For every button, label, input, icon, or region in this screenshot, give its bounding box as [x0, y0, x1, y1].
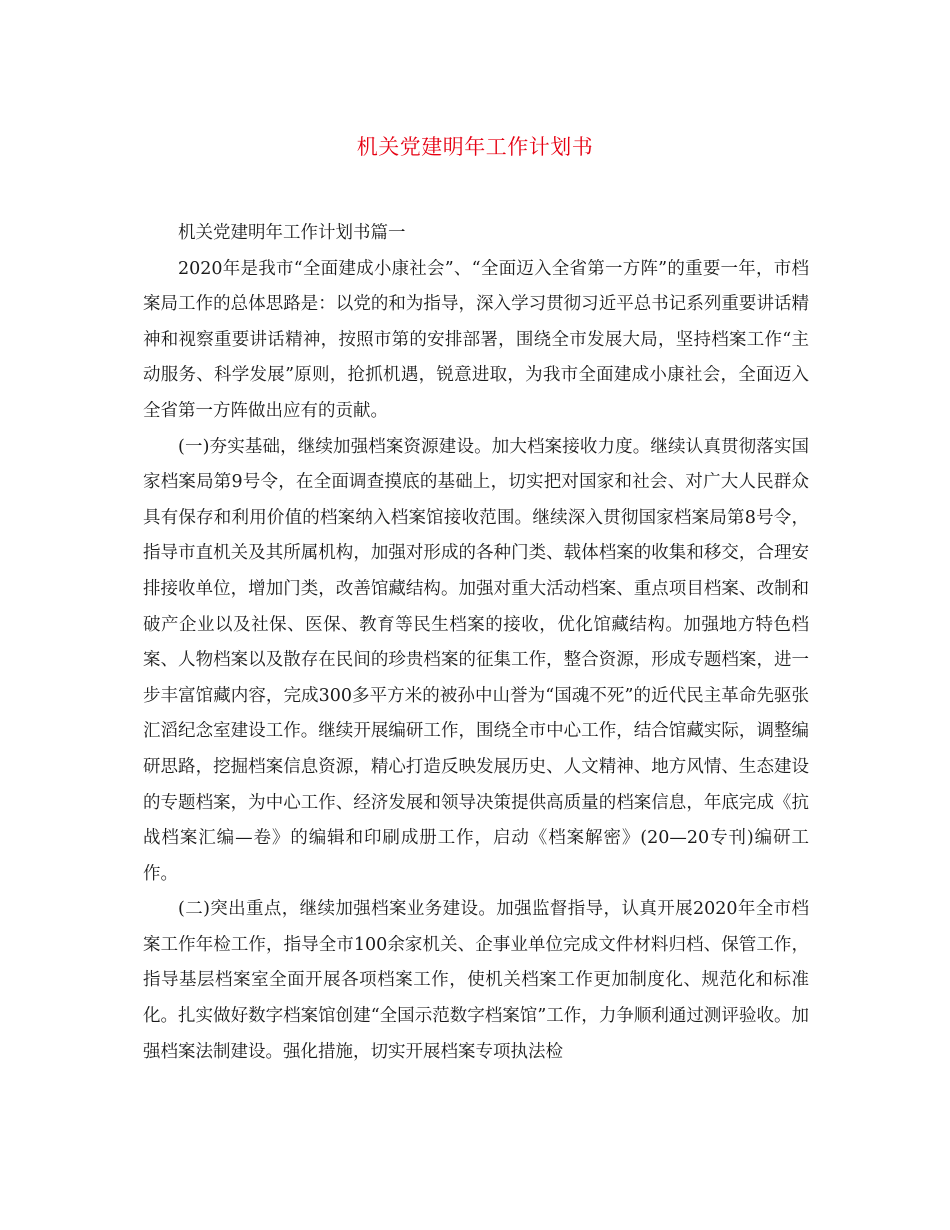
paragraph-section-one: (一)夯实基础，继续加强档案资源建设。加大档案接收力度。继续认真贯彻落实国家档案局第9号令，在全面调查摸底的基础上，切实把对国家和社会、对广大人民群众具有保存和利用价值的档案纳入档案馆接收范围。继续深入贯彻国家档案局第8号令，指导市直机关及其所属机构，加强对形成的各种门类、载体档案的收集和移交，合理安排接收单位，增加门类，改善馆藏结构。加强对重大活动档案、重点项目档案、改制和破产企业以及社保、医保、教育等民生档案的接收，优化馆藏结构。加强地方特色档案、人物档案以及散存在民间的珍贵档案的征集工作，整合资源，形成专题档案，进一步丰富馆藏内容，完成300多平方米的被孙中山誉为“国魂不死”的近代民主革命先驱张汇滔纪念室建设工作。继续开展编研工作，围绕全市中心工作，结合馆藏实际，调整编研思路，挖掘档案信息资源，精心打造反映发展历史、人文精神、地方风情、生态建设的专题档案，为中心工作、经济发展和领导决策提供高质量的档案信息，年底完成《抗战档案汇编—卷》的编辑和印刷成册工作，启动《档案解密》(20—20专刊)编研工作。 [143, 436, 809, 884]
document-title: 机关党建明年工作计划书 [356, 135, 594, 159]
paragraph-section-two: (二)突出重点，继续加强档案业务建设。加强监督指导，认真开展2020年全市档案工作年检工作，指导全市100余家机关、企事业单位完成文件材料归档、保管工作，指导基层档案室全面开展各项档案工作，使机关档案工作更加制度化、规范化和标准化。扎实做好数字档案馆创建“全国示范数字档案馆”工作，力争顺利通过测评验收。加强档案法制建设。强化措施，切实开展档案专项执法检 [143, 899, 809, 1062]
document-body [143, 216, 809, 1070]
paragraph-intro: 2020年是我市“全面建成小康社会”、“全面迈入全省第一方阵”的重要一年，市档案局工作的总体思路是：以党的和为指导，深入学习贯彻习近平总书记系列重要讲话精神和视察重要讲话精神，按照市第的安排部署，围绕全市发展大局，坚持档案工作“主动服务、科学发展”原则，抢抓机遇，锐意进取，为我市全面建成小康社会，全面迈入全省第一方阵做出应有的贡献。 [143, 258, 809, 421]
section-heading: 机关党建明年工作计划书篇一 [178, 223, 406, 243]
